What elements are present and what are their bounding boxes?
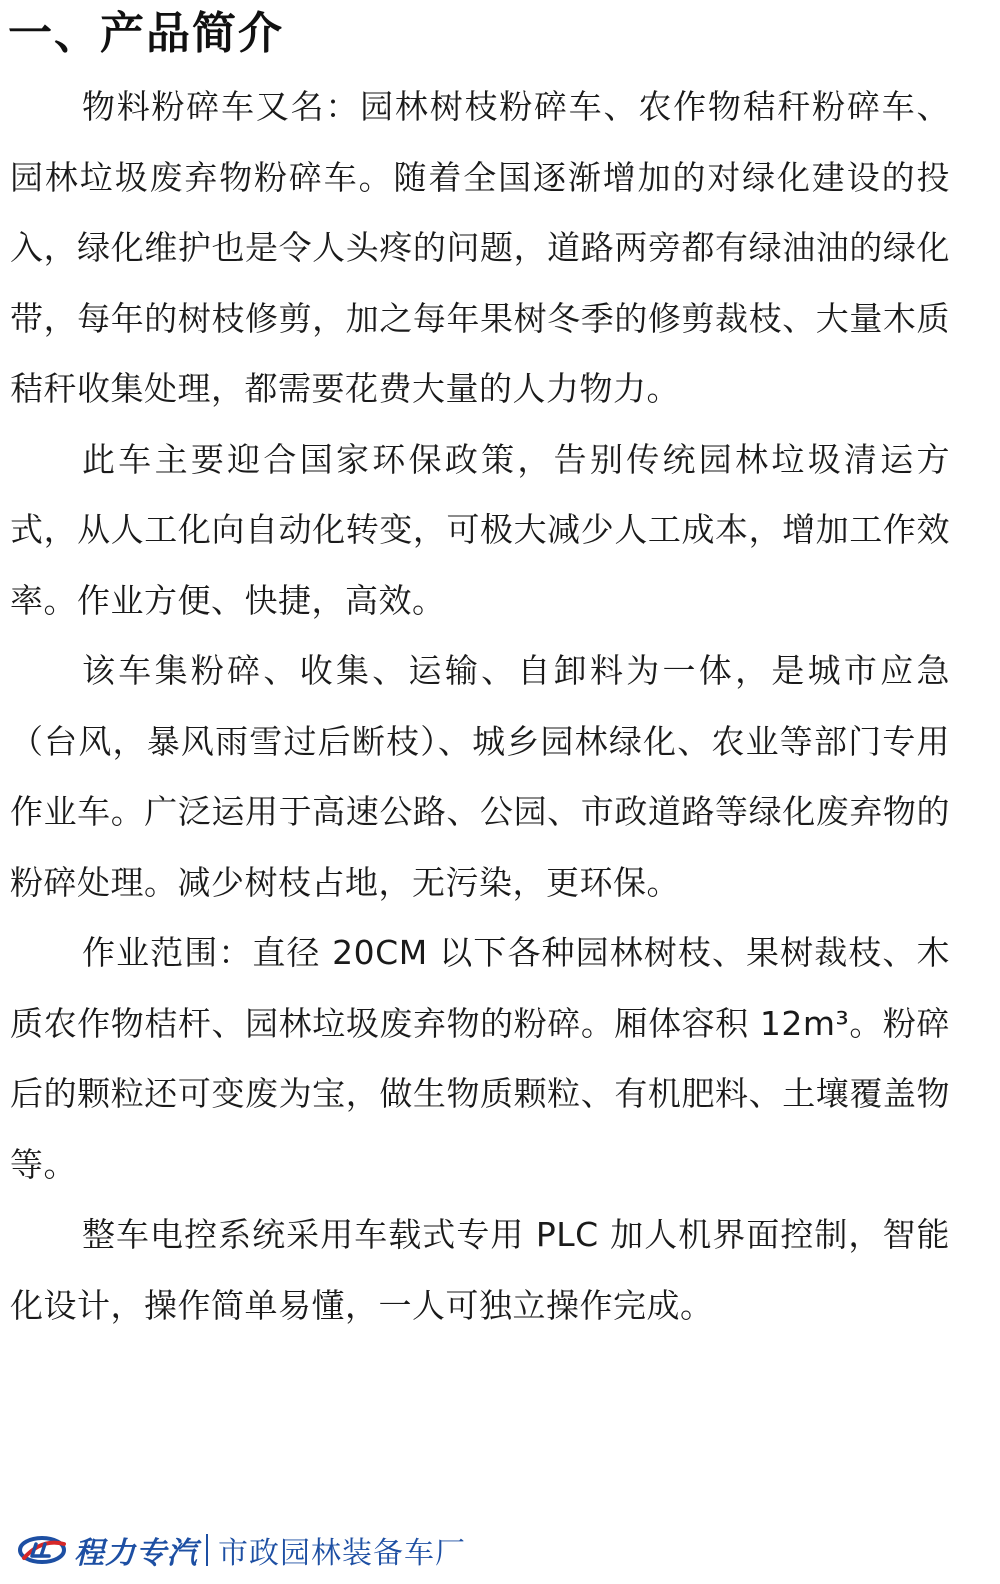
cl-logo-icon xyxy=(18,1532,70,1568)
brand-slogan: 市政园林装备车厂 xyxy=(218,1536,466,1571)
body-text xyxy=(10,72,950,1341)
footer-brand-bar xyxy=(18,1528,466,1572)
brand-name: 程力专汽 xyxy=(74,1536,198,1571)
paragraph-control: 整车电控系统采用车载式专用 PLC 加人机界面控制，智能化设计，操作简单易懂，一人可独立操作完成。 xyxy=(10,1215,950,1325)
paragraph-intro: 物料粉碎车又名：园林树枝粉碎车、农作物秸秆粉碎车、园林垃圾废弃物粉碎车。随着全国逐渐增加的对绿化建设的投入，绿化维护也是令人头疼的问题，道路两旁都有绿油油的绿化带，每年的树枝修剪，加之每年果树冬季的修剪裁枝、大量木质秸秆收集处理，都需要花费大量的人力物力。 xyxy=(10,87,950,408)
paragraph-usage: 该车集粉碎、收集、运输、自卸料为一体，是城市应急（台风，暴风雨雪过后断枝）、城乡园林绿化、农业等部门专用作业车。广泛运用于高速公路、公园、市政道路等绿化废弃物的粉碎处理。减少树枝占地，无污染，更环保。 xyxy=(10,651,950,902)
section-heading: 一、产品简介 xyxy=(8,8,284,59)
footer-divider xyxy=(206,1534,208,1566)
paragraph-scope: 作业范围：直径 20CM 以下各种园林树枝、果树裁枝、木质农作物桔杆、园林垃圾废弃物的粉碎。厢体容积 12m³。粉碎后的颗粒还可变废为宝，做生物质颗粒、有机肥料、土壤覆盖物等。 xyxy=(10,933,950,1184)
paragraph-policy: 此车主要迎合国家环保政策，告别传统园林垃圾清运方式，从人工化向自动化转变，可极大减少人工成本，增加工作效率。作业方便、快捷，高效。 xyxy=(10,439,950,620)
